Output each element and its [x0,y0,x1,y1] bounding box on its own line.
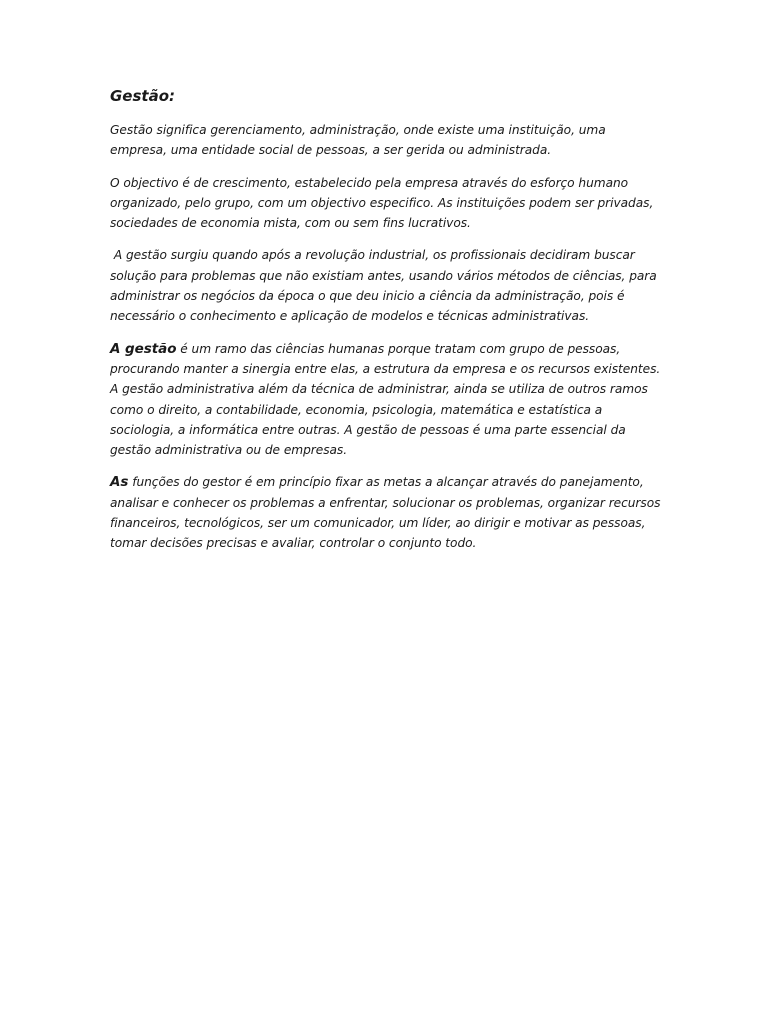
paragraph-text: funções do gestor é em princípio fixar as metas a alcançar através do panejamento, analisar e conhecer os problemas a enfrentar, solucionar os problemas, organizar recursos financeiros, tecnológicos, ser um comunicador, um líder, ao dirigir e motivar as pessoas, tomar decisões precisas e avaliar, controlar o conjunto todo. [110,475,661,551]
document-title: Gestão: [110,87,176,105]
document-page [110,86,662,566]
paragraph-functions [110,472,662,553]
paragraph-definition [110,120,662,161]
paragraph-text: A gestão surgiu quando após a revolução industrial, os profissionais decidiram buscar solução para problemas que não existiam antes, usando vários métodos de ciências, para administrar os negócios da época o que deu inicio a ciência da administração, pois é necessário o conhecimento e aplicação de modelos e técnicas administrativas. [110,248,661,324]
paragraph-text: Gestão significa gerenciamento, administração, onde existe uma instituição, uma empresa, uma entidade social de pessoas, a ser gerida ou administrada. [110,123,606,158]
paragraph-text: é um ramo das ciências humanas porque tratam com grupo de pessoas, procurando manter a sinergia entre elas, a estrutura da empresa e os recursos existentes. A gestão administrativa além da técnica de administrar, ainda se utiliza de outros ramos como o direito, a contabilidade, economia, psicologia, matemática e estatística a sociologia, a informática entre outras. A gestão de pessoas é uma parte essencial da gestão administrativa ou de empresas. [110,341,661,458]
paragraph-objective [110,173,662,234]
paragraph-lead: As [110,474,129,491]
paragraph-branch [110,339,662,461]
paragraph-lead: A gestão [110,340,177,357]
paragraph-text: O objectivo é de crescimento, estabelecido pela empresa através do esforço humano organizado, pelo grupo, com um objectivo especifico. As instituições podem ser privadas, sociedades de economia mista, com ou sem fins lucrativos. [110,175,654,231]
paragraph-origin [110,245,662,326]
